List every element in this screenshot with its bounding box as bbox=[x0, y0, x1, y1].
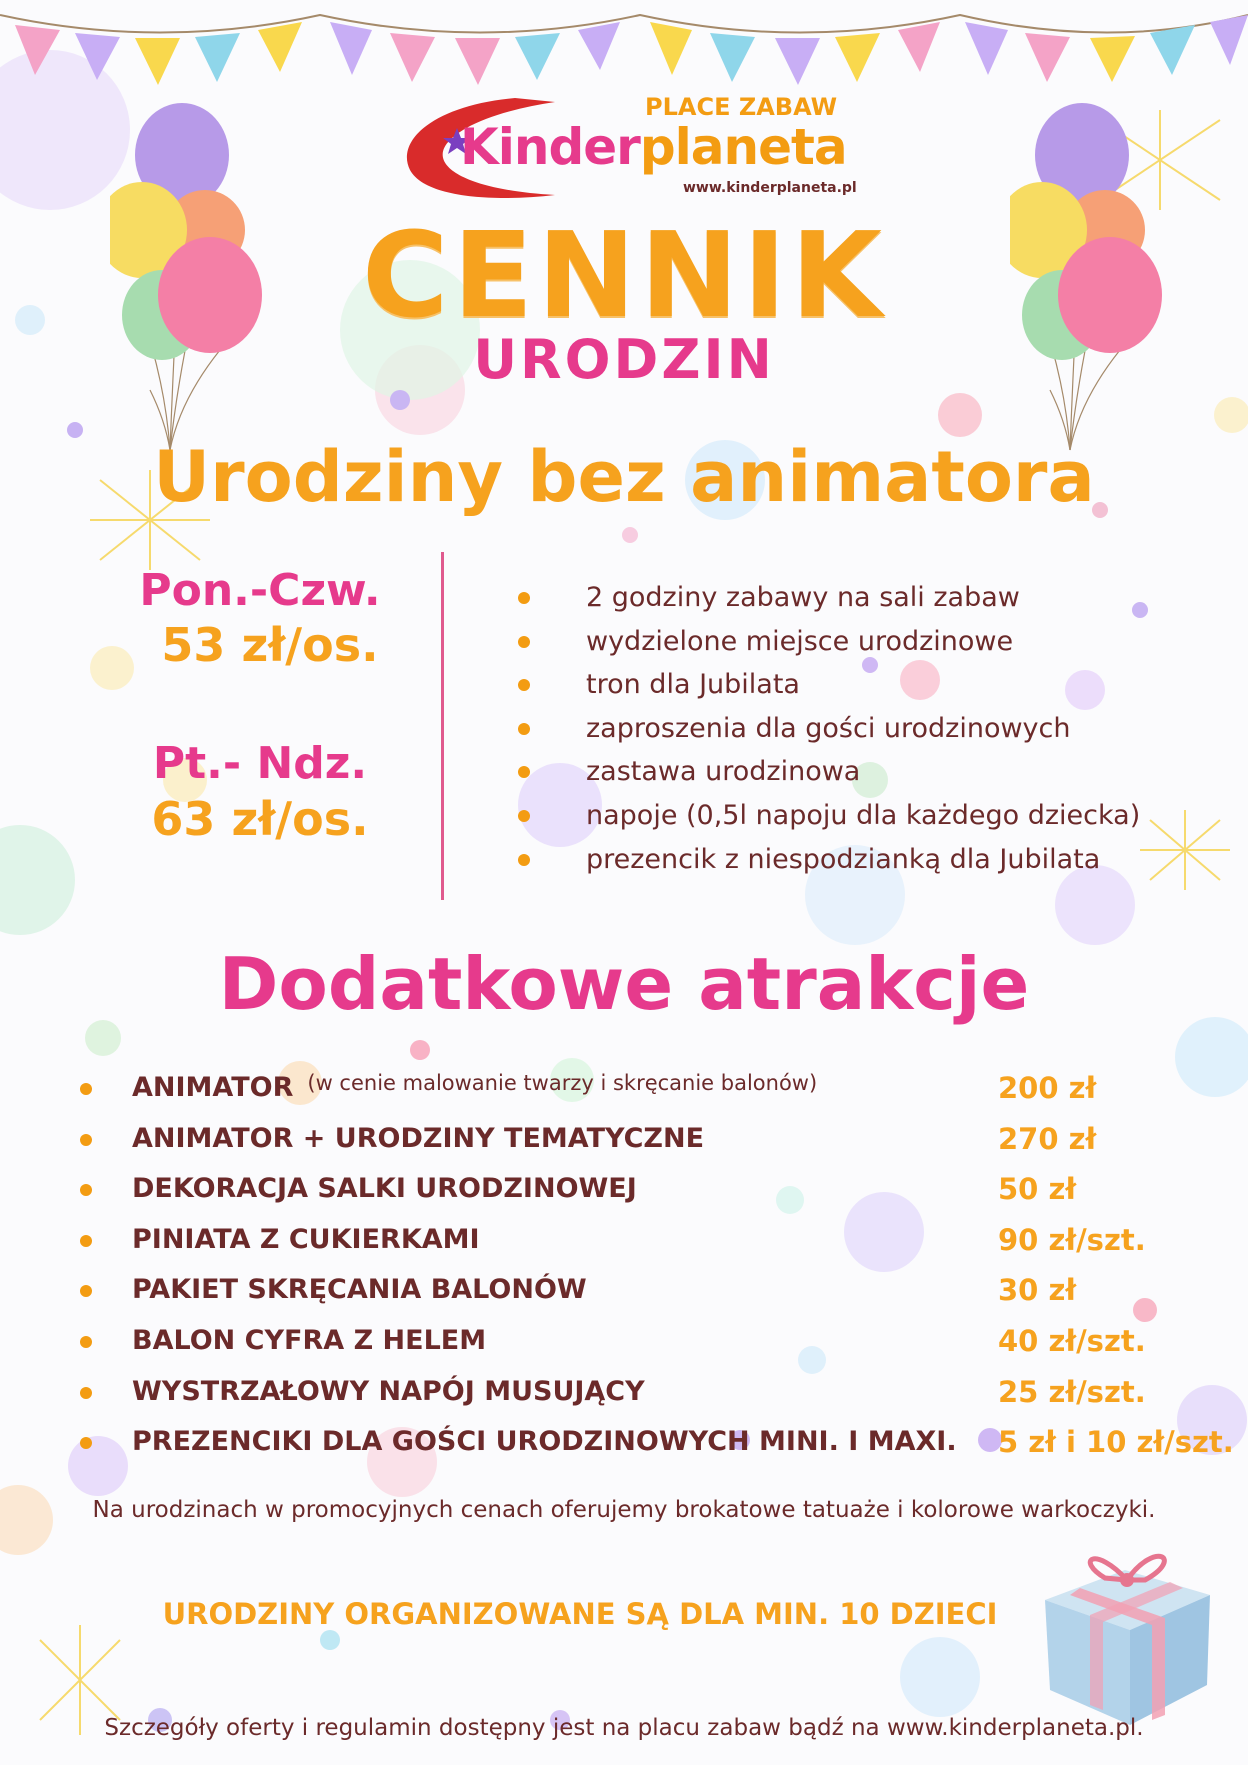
extra-item bbox=[80, 1417, 1234, 1468]
bullet-icon bbox=[518, 592, 530, 604]
price-value-weekend: 63 zł/os. bbox=[151, 792, 369, 846]
extra-item bbox=[80, 1367, 1230, 1418]
package-heading: Urodziny bez animatora bbox=[153, 436, 1095, 518]
extra-name-wrap bbox=[132, 1063, 817, 1115]
extra-note: (w cenie malowanie twarzy i skręcanie balonów) bbox=[307, 1071, 818, 1095]
section-divider bbox=[441, 552, 444, 900]
bullet-icon bbox=[518, 679, 530, 691]
extra-name: PREZENCIKI DLA GOŚCI URODZINOWYCH MINI. I MAXI. bbox=[132, 1426, 957, 1458]
feature-text: tron dla Jubilata bbox=[586, 669, 800, 701]
list-item bbox=[518, 576, 1140, 620]
extra-item bbox=[80, 1114, 1230, 1165]
page-subtitle: URODZIN bbox=[473, 328, 775, 391]
feature-text: zastawa urodzinowa bbox=[586, 756, 861, 788]
extra-price: 270 zł bbox=[998, 1121, 1097, 1156]
promo-note: Na urodzinach w promocyjnych cenach oferujemy brokatowe tatuaże i kolorowe warkoczyki. bbox=[92, 1497, 1156, 1523]
extra-name: ANIMATOR bbox=[132, 1072, 294, 1103]
extra-name: BALON CYFRA Z HELEM bbox=[132, 1324, 487, 1356]
extra-price: 50 zł bbox=[998, 1172, 1077, 1207]
logo-url: www.kinderplaneta.pl bbox=[683, 180, 857, 196]
extra-name: PAKIET SKRĘCANIA BALONÓW bbox=[132, 1274, 587, 1306]
list-item bbox=[518, 663, 1140, 707]
extra-item bbox=[80, 1265, 1230, 1316]
feature-text: zaproszenia dla gości urodzinowych bbox=[586, 712, 1071, 744]
list-item bbox=[518, 794, 1140, 838]
bullet-icon bbox=[518, 854, 530, 866]
price-value-weekday: 53 zł/os. bbox=[161, 618, 379, 672]
bullet-icon bbox=[80, 1285, 92, 1297]
feature-text: napoje (0,5l napoju dla każdego dziecka) bbox=[586, 799, 1141, 831]
gift-box-icon bbox=[1035, 1540, 1220, 1730]
bullet-icon bbox=[80, 1134, 92, 1146]
bullet-icon bbox=[518, 723, 530, 735]
minimum-kids-note: URODZINY ORGANIZOWANE SĄ DLA MIN. 10 DZIECI bbox=[162, 1597, 998, 1631]
logo-brand-name bbox=[460, 118, 847, 176]
feature-text: wydzielone miejsce urodzinowe bbox=[586, 625, 1014, 657]
bullet-icon bbox=[80, 1336, 92, 1348]
list-item bbox=[518, 620, 1140, 664]
list-item bbox=[518, 838, 1140, 882]
extra-name: WYSTRZAŁOWY NAPÓJ MUSUJĄCY bbox=[132, 1375, 645, 1407]
logo-tagline: PLACE ZABAW bbox=[645, 93, 838, 121]
feature-text: prezencik z niespodzianką dla Jubilata bbox=[586, 843, 1101, 875]
extra-name: DEKORACJA SALKI URODZINOWEJ bbox=[132, 1173, 637, 1205]
bullet-icon bbox=[518, 810, 530, 822]
extras-list bbox=[80, 1063, 1234, 1468]
page-title: CENNIK bbox=[361, 206, 887, 344]
logo-brand-first: Kinder bbox=[460, 118, 640, 176]
extra-price: 40 zł/szt. bbox=[998, 1323, 1146, 1358]
logo-brand-second: planeta bbox=[639, 118, 847, 176]
bullet-icon bbox=[518, 636, 530, 648]
list-item bbox=[518, 750, 1140, 794]
extras-heading: Dodatkowe atrakcje bbox=[218, 942, 1030, 1026]
extra-name: ANIMATOR + URODZINY TEMATYCZNE bbox=[132, 1122, 705, 1154]
list-item bbox=[518, 707, 1140, 751]
extra-item bbox=[80, 1164, 1230, 1215]
extra-item bbox=[80, 1063, 1230, 1114]
bullet-icon bbox=[80, 1437, 92, 1449]
feature-text: 2 godziny zabawy na sali zabaw bbox=[586, 582, 1020, 613]
price-days-weekday: Pon.-Czw. bbox=[139, 565, 381, 616]
extra-price: 25 zł/szt. bbox=[998, 1374, 1146, 1409]
extra-price: 30 zł bbox=[998, 1273, 1077, 1308]
bunting-flags bbox=[0, 0, 1248, 100]
bullet-icon bbox=[80, 1387, 92, 1399]
footer-note: Szczegóły oferty i regulamin dostępny jest na placu zabaw bądź na www.kinderplaneta.pl. bbox=[104, 1715, 1144, 1741]
extra-name: PINIATA Z CUKIERKAMI bbox=[132, 1223, 480, 1255]
bullet-icon bbox=[518, 766, 530, 778]
extra-price: 200 zł bbox=[998, 1071, 1097, 1105]
extra-price: 5 zł i 10 zł/szt. bbox=[998, 1425, 1234, 1460]
price-days-weekend: Pt.- Ndz. bbox=[152, 738, 368, 789]
package-features-list bbox=[518, 576, 1140, 881]
extra-price: 90 zł/szt. bbox=[998, 1222, 1146, 1257]
bullet-icon bbox=[80, 1083, 92, 1095]
bullet-icon bbox=[80, 1184, 92, 1196]
extra-item bbox=[80, 1215, 1230, 1266]
extra-item bbox=[80, 1316, 1230, 1367]
bullet-icon bbox=[80, 1235, 92, 1247]
